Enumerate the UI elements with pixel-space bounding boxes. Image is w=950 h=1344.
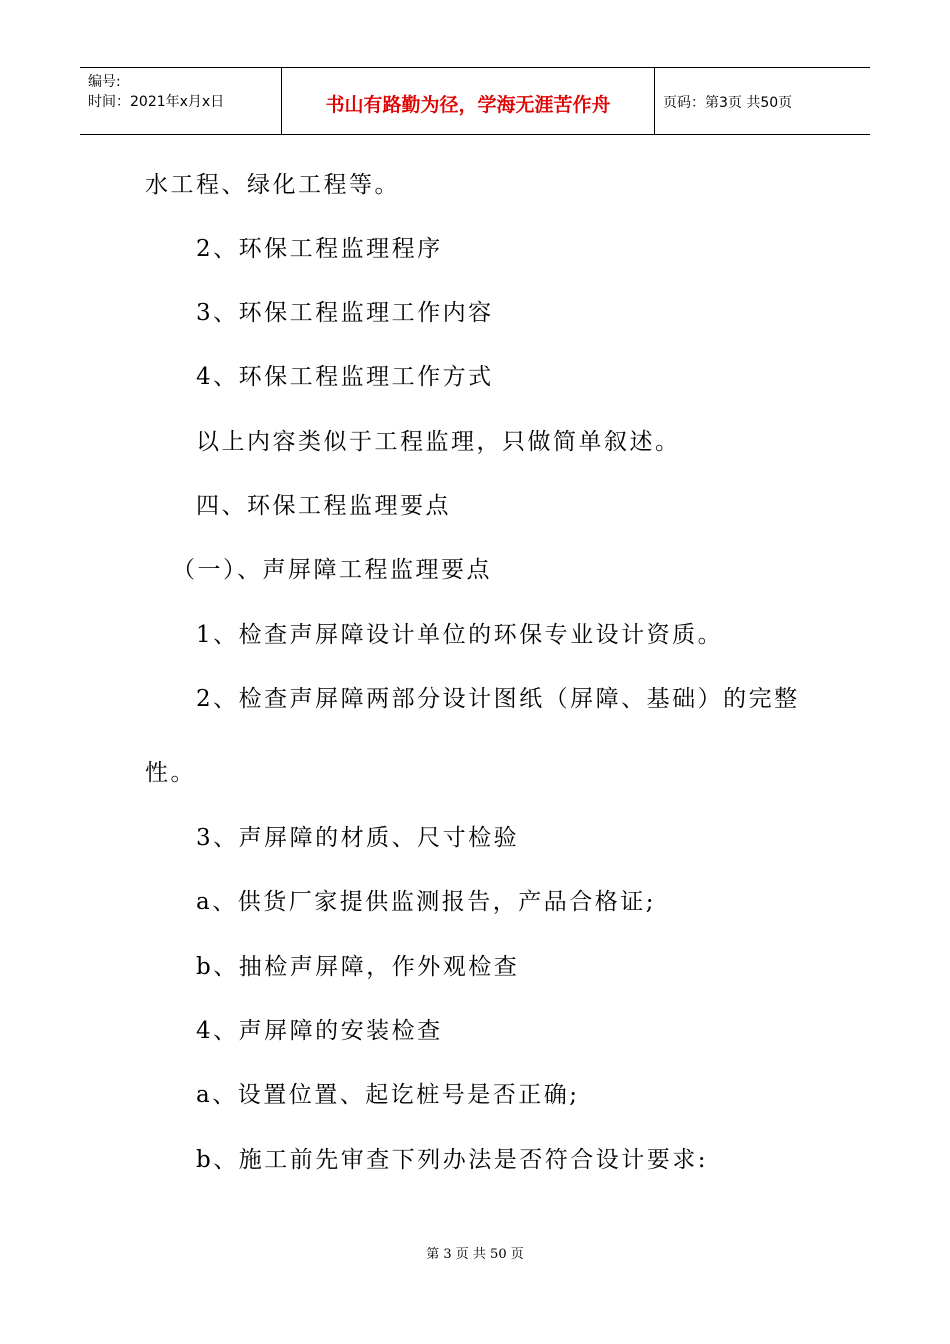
body-line: 性。	[145, 760, 196, 786]
body-line: a、供货厂家提供监测报告，产品合格证;	[196, 889, 656, 915]
body-line: 水工程、绿化工程等。	[145, 172, 400, 198]
subsection-heading: （一）、声屏障工程监理要点	[172, 557, 492, 583]
body-line: 3、声屏障的材质、尺寸检验	[196, 825, 520, 851]
body-line: b、施工前先审查下列办法是否符合设计要求:	[196, 1147, 708, 1173]
body-line: 3、环保工程监理工作内容	[196, 300, 494, 326]
page-footer: 第 3 页 共 50 页	[426, 1247, 524, 1262]
header-motto: 书山有路勤为径，学海无涯苦作舟	[282, 68, 655, 134]
body-line: 以上内容类似于工程监理，只做简单叙述。	[196, 429, 681, 455]
document-number-label: 编号:	[88, 74, 121, 90]
body-line: b、抽检声屏障，作外观检查	[196, 954, 520, 980]
body-line: 2、环保工程监理程序	[196, 236, 443, 262]
body-line: 2、检查声屏障两部分设计图纸（屏障、基础）的完整	[196, 686, 800, 712]
header-meta	[80, 68, 282, 134]
document-date: 时间：2021年x月x日	[88, 94, 225, 110]
section-heading: 四、环保工程监理要点	[196, 493, 451, 519]
body-line: 1、检查声屏障设计单位的环保专业设计资质。	[196, 622, 724, 648]
header-page-info: 页码：第3页 共50页	[663, 95, 793, 111]
body-line: a、设置位置、起讫桩号是否正确;	[196, 1082, 580, 1108]
body-line: 4、声屏障的安装检查	[196, 1018, 443, 1044]
body-line: 4、环保工程监理工作方式	[196, 364, 494, 390]
page-header	[80, 67, 870, 135]
